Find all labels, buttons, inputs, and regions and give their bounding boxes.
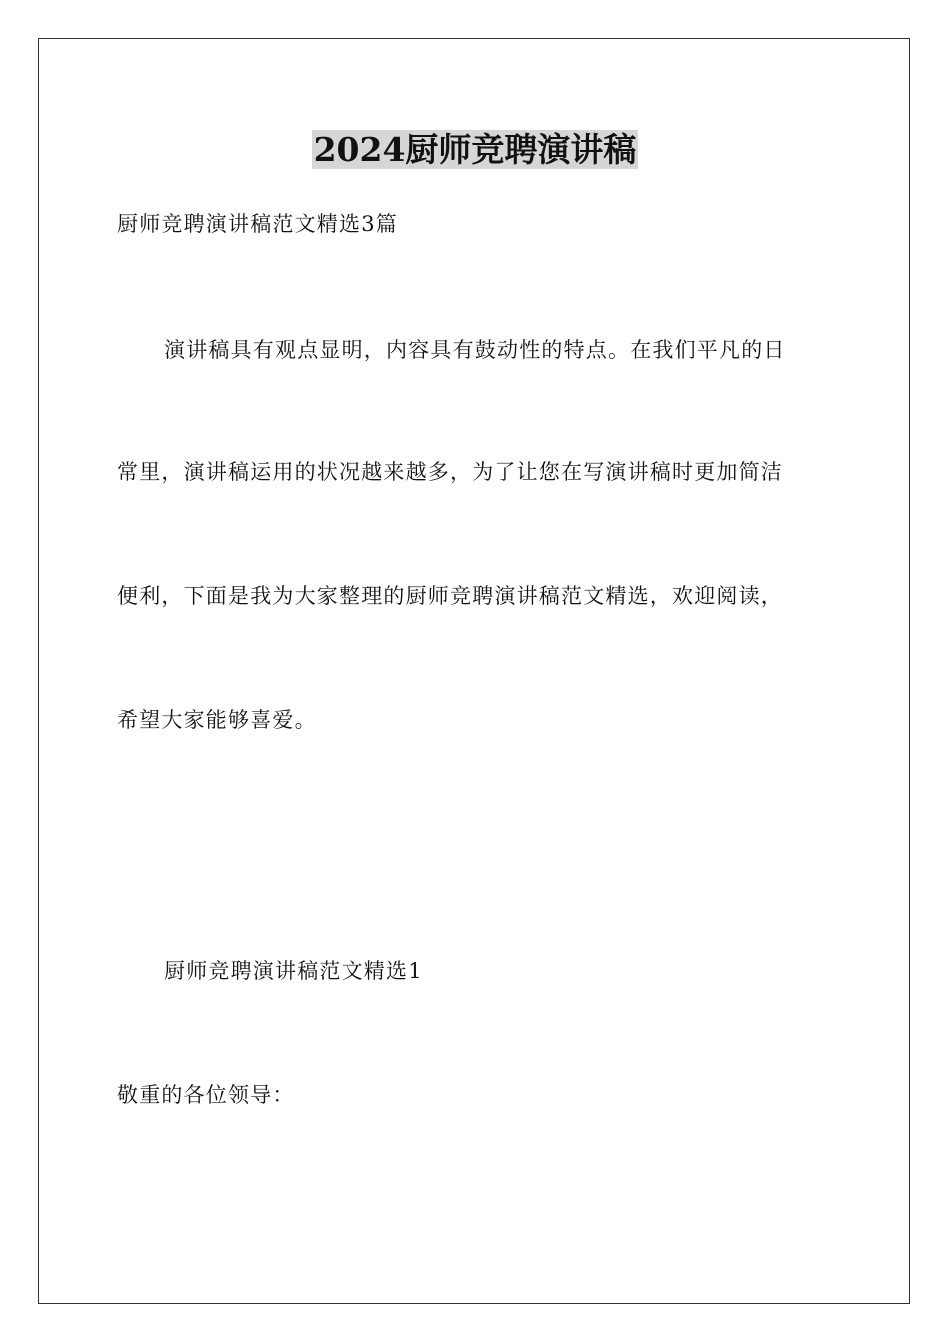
intro-line-3: 便利，下面是我为大家整理的厨师竞聘演讲稿范文精选，欢迎阅读， (117, 584, 783, 608)
document-title-text: 2024厨师竞聘演讲稿 (313, 130, 637, 169)
document-title (0, 128, 950, 172)
intro-line-1: 演讲稿具有观点显明，内容具有鼓动性的特点。在我们平凡的日 (164, 338, 786, 362)
salutation: 敬重的各位领导： (117, 1083, 295, 1107)
intro-line-4: 希望大家能够喜爱。 (117, 708, 317, 732)
document-subtitle: 厨师竞聘演讲稿范文精选3篇 (117, 212, 398, 236)
section-heading: 厨师竞聘演讲稿范文精选1 (164, 959, 423, 983)
intro-line-2: 常里，演讲稿运用的状况越来越多，为了让您在写演讲稿时更加简洁 (117, 460, 783, 484)
